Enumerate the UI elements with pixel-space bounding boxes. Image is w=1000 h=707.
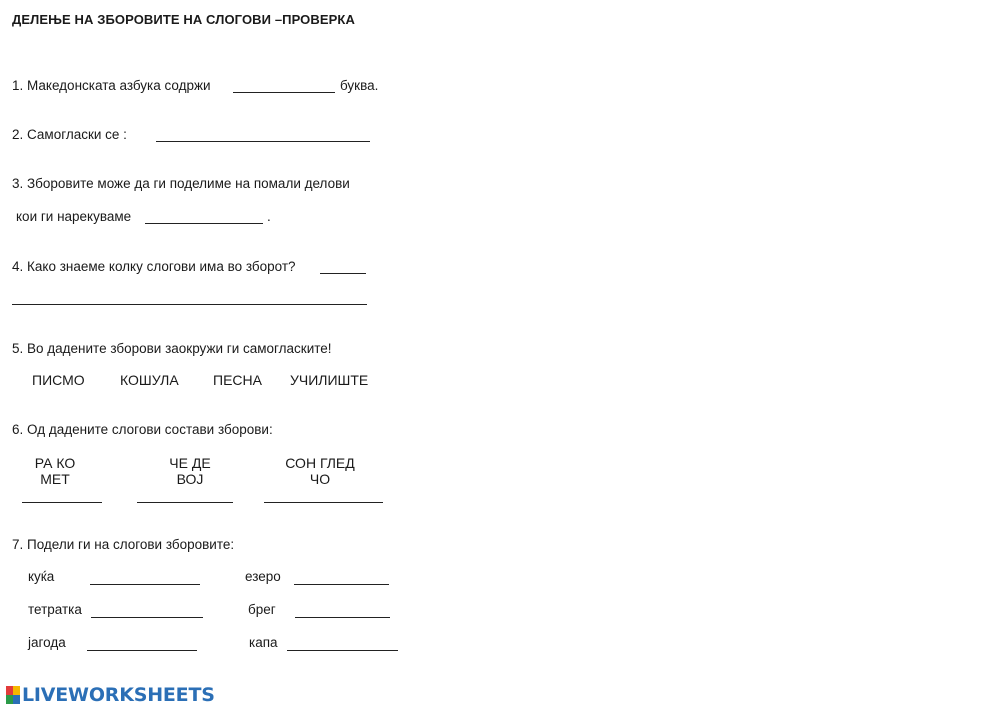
question-6-text: 6. Од дадените слогови состави зборови: xyxy=(12,422,273,437)
question-3-suffix: . xyxy=(267,209,271,224)
question-5-word[interactable]: УЧИЛИШТЕ xyxy=(290,372,369,388)
question-7-word: капа xyxy=(249,635,278,650)
question-7-answer-blank[interactable] xyxy=(87,650,197,651)
question-4-short-blank[interactable] xyxy=(320,273,366,274)
question-5-word[interactable]: ПИСМО xyxy=(32,372,85,388)
question-1-text: 1. Македонската азбука содржи xyxy=(12,78,211,93)
question-5-word[interactable]: КОШУЛА xyxy=(120,372,179,388)
question-7-text: 7. Подели ги на слогови зборовите: xyxy=(12,537,235,552)
question-6-answer-blank-3[interactable] xyxy=(264,502,383,503)
question-3-answer-blank[interactable] xyxy=(145,223,263,224)
syllable-group-2-line1: ЧЕ ДЕ xyxy=(169,455,211,471)
question-7-answer-blank[interactable] xyxy=(294,584,389,585)
question-6-answer-blank-2[interactable] xyxy=(137,502,233,503)
page-title: ДЕЛЕЊЕ НА ЗБОРОВИТЕ НА СЛОГОВИ –ПРОВЕРКА xyxy=(12,12,355,27)
question-4-long-blank[interactable] xyxy=(12,304,367,305)
liveworksheets-logo[interactable] xyxy=(6,684,215,706)
question-7-answer-blank[interactable] xyxy=(90,584,200,585)
question-7-word: јагода xyxy=(28,635,66,650)
question-5-text: 5. Во дадените зборови заокружи ги самогласките! xyxy=(12,341,332,356)
question-7-answer-blank[interactable] xyxy=(287,650,398,651)
question-2-text: 2. Самогласки се : xyxy=(12,127,127,142)
question-3-text-line1: 3. Зборовите може да ги поделиме на помали делови xyxy=(12,176,350,191)
question-7-word: брег xyxy=(248,602,276,617)
liveworksheets-logo-text: LIVEWORKSHEETS xyxy=(22,684,215,706)
syllable-group-3-line2: ЧО xyxy=(309,471,331,487)
liveworksheets-logo-icon xyxy=(6,686,20,704)
question-7-word: тетратка xyxy=(28,602,82,617)
question-6-answer-blank-1[interactable] xyxy=(22,502,102,503)
question-3-text-line2: кои ги нарекуваме xyxy=(16,209,132,224)
question-1-suffix: буква. xyxy=(340,78,379,93)
question-2-answer-blank[interactable] xyxy=(156,141,370,142)
syllable-group-3-line1: СОН ГЛЕД xyxy=(285,455,355,471)
question-7-answer-blank[interactable] xyxy=(295,617,390,618)
question-4-text: 4. Како знаеме колку слогови има во зборот? xyxy=(12,259,296,274)
syllable-group-2-line2: ВОЈ xyxy=(176,471,204,487)
question-7-answer-blank[interactable] xyxy=(91,617,203,618)
question-5-word[interactable]: ПЕСНА xyxy=(213,372,262,388)
syllable-group-1-line1: РА КО xyxy=(34,455,76,471)
syllable-group-1-line2: МЕТ xyxy=(40,471,70,487)
question-7-word: езеро xyxy=(245,569,281,584)
question-7-word: куќа xyxy=(28,569,55,584)
question-1-answer-blank[interactable] xyxy=(233,92,335,93)
